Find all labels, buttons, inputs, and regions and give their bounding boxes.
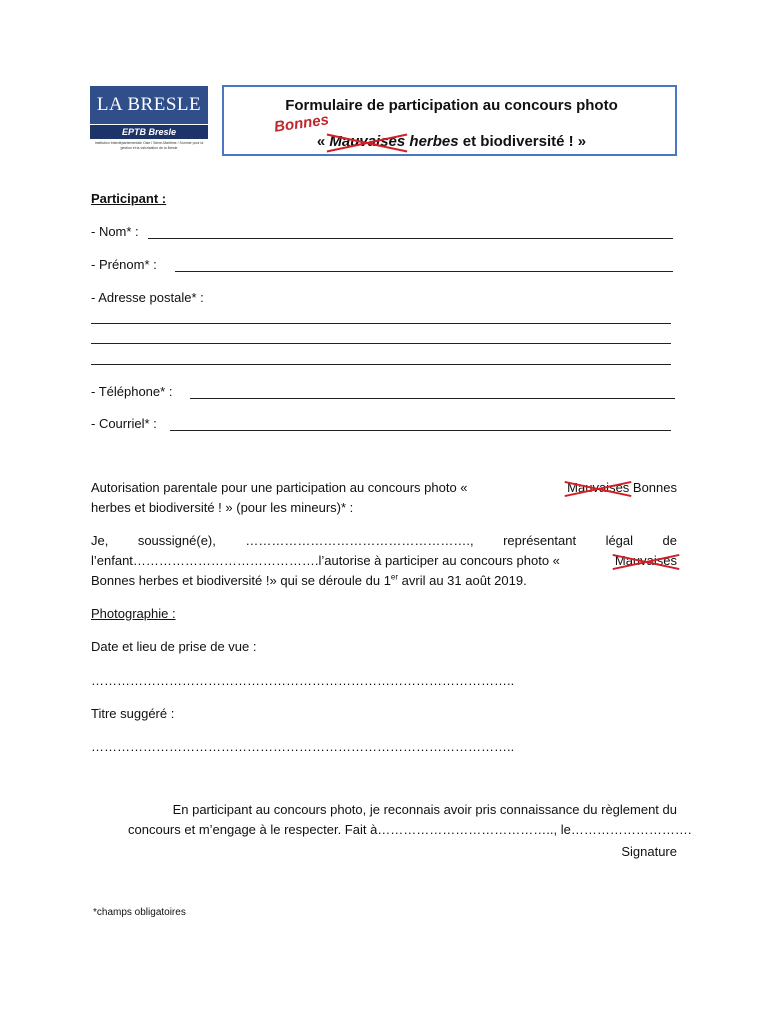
participant-heading: Participant : [91,191,167,206]
date-lieu-field[interactable]: …………………………………………………………………………………….. [91,673,515,688]
je-word: Je, [91,533,109,548]
prenom-label: - Prénom* : [91,257,157,272]
prenom-field[interactable] [175,271,673,272]
enfant-text: l’enfant…………………………………….l’autorise à participer au concours photo « [91,553,560,568]
representant-word: représentant [503,533,577,548]
de-word: de [662,533,677,548]
date-lieu-label: Date et lieu de prise de vue : [91,639,257,654]
adresse-label: - Adresse postale* : [91,290,204,305]
period-text-b: avril au 31 août 2019. [398,573,527,588]
logo [90,86,208,156]
courriel-field[interactable] [170,430,671,431]
titre-field[interactable]: …………………………………………………………………………………….. [91,739,515,754]
period-sup: er [390,572,399,582]
autorisation-text-a: Autorisation parentale pour une participation au concours photo « [91,480,468,495]
engagement-line-1: En participant au concours photo, je reconnais avoir pris connaissance du règlement du [172,802,677,817]
title-box [222,85,677,156]
signature-label: Signature [621,844,677,859]
title-correction-word: Bonnes [273,111,330,136]
period-text-a: Bonnes herbes et biodiversité !» qui se déroule du 1 [91,573,391,588]
adresse-field-line-3[interactable] [91,364,671,365]
nom-field[interactable] [148,238,673,239]
soussigne-word: soussigné(e), [137,533,216,548]
contest-name [224,133,679,151]
title-struck-word: Mauvaises [329,133,406,150]
adresse-field-line-2[interactable] [91,343,671,344]
autorisation-text-b: Bonnes [629,480,677,495]
adresse-field-line-1[interactable] [91,323,671,324]
telephone-label: - Téléphone* : [91,384,173,399]
telephone-field[interactable] [190,398,675,399]
photographie-heading: Photographie : [91,606,176,621]
logo-name: LA BRESLE [90,86,208,124]
title-herbes: herbes [405,133,459,150]
autorisation-line-2: herbes et biodiversité ! » (pour les mineurs)* : [91,500,354,515]
title-rest: et biodiversité ! » [458,133,587,150]
form-title: Formulaire de participation au concours photo [285,97,618,114]
logo-tagline: Institution Interdépartementale Oise / Seine-Maritime / Somme pour la gestion et la valorisation de la Bresle [94,141,204,150]
autorisation-line-1 [91,480,677,496]
enfant-line [91,553,677,569]
nom-label: - Nom* : [91,224,139,239]
logo-subtitle: EPTB Bresle [90,125,208,139]
je-soussigne-line [91,533,677,549]
titre-label: Titre suggéré : [91,706,175,721]
title-open-quote: « [316,133,330,150]
courriel-label: - Courriel* : [91,416,157,431]
period-line [91,573,527,589]
autorisation-struck-word: Mauvaises [567,480,630,495]
enfant-struck-word: Mauvaises [614,553,677,568]
legal-word: légal [605,533,634,548]
engagement-line-2[interactable]: concours et m’engage à le respecter. Fait à………………………………….., le………………………. [128,822,692,837]
footnote: *champs obligatoires [93,907,186,918]
name-dots[interactable]: ……………………………………………., [245,533,474,548]
